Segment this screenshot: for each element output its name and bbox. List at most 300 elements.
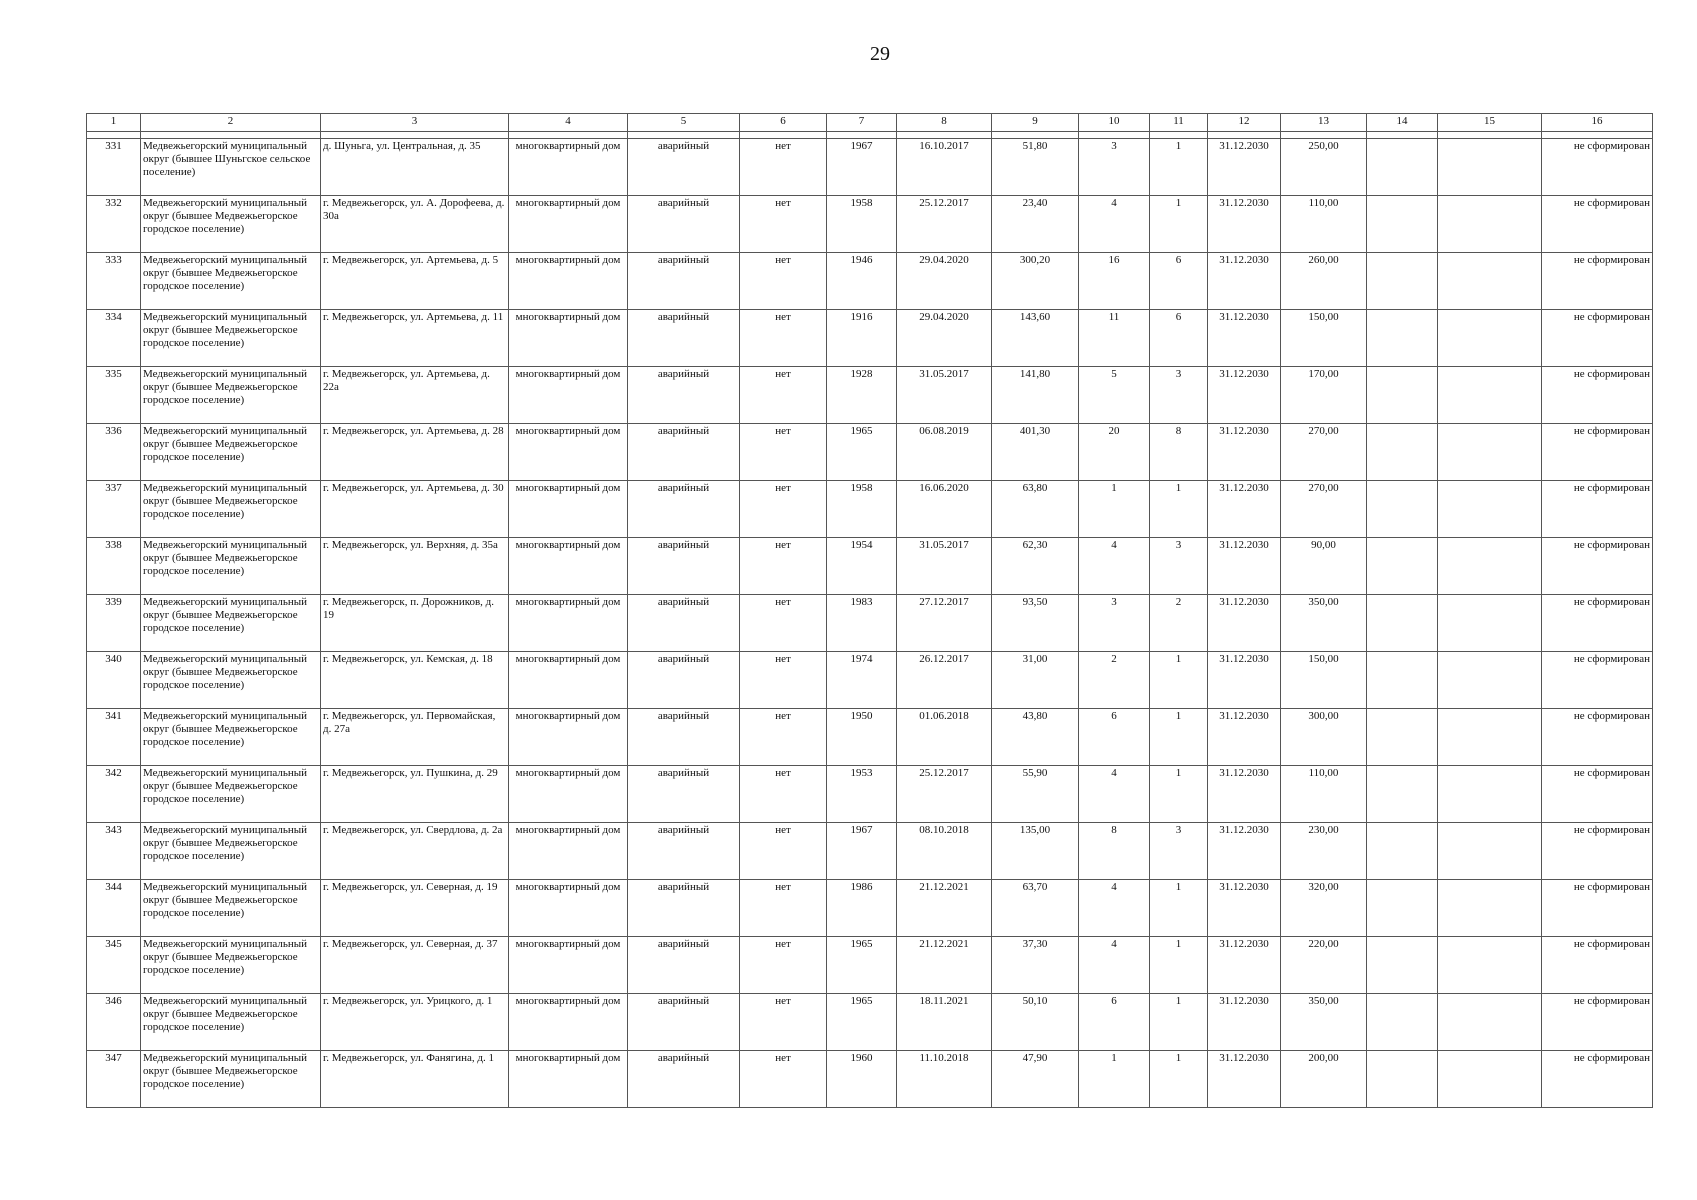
- status-cell: аварийный: [628, 196, 740, 253]
- table-body: [87, 132, 1653, 1108]
- column-10-cell: 8: [1079, 823, 1150, 880]
- column-16-cell: не сформирован: [1542, 823, 1653, 880]
- area-cell: 23,40: [992, 196, 1079, 253]
- column-14-cell: [1367, 937, 1438, 994]
- column-header-6: 6: [740, 114, 827, 132]
- status-cell: аварийный: [628, 766, 740, 823]
- row-number: 343: [87, 823, 141, 880]
- column-15-cell: [1438, 139, 1542, 196]
- date-cell: 08.10.2018: [897, 823, 992, 880]
- column-13-cell: 230,00: [1281, 823, 1367, 880]
- column-10-cell: 4: [1079, 538, 1150, 595]
- column-16-cell: не сформирован: [1542, 538, 1653, 595]
- column-16-cell: не сформирован: [1542, 880, 1653, 937]
- column-16-cell: не сформирован: [1542, 481, 1653, 538]
- address-cell: г. Медвежьегорск, ул. Артемьева, д. 22а: [321, 367, 509, 424]
- status-cell: аварийный: [628, 367, 740, 424]
- building-type-cell: многоквартирный дом: [509, 139, 628, 196]
- date-cell: 31.05.2017: [897, 367, 992, 424]
- column-13-cell: 260,00: [1281, 253, 1367, 310]
- column-13-cell: 200,00: [1281, 1051, 1367, 1108]
- column-11-cell: 3: [1150, 538, 1208, 595]
- row-number: 331: [87, 139, 141, 196]
- address-cell: г. Медвежьегорск, ул. Кемская, д. 18: [321, 652, 509, 709]
- building-type-cell: многоквартирный дом: [509, 994, 628, 1051]
- column-11-cell: 1: [1150, 994, 1208, 1051]
- deadline-cell: 31.12.2030: [1208, 595, 1281, 652]
- column-14-cell: [1367, 994, 1438, 1051]
- address-cell: г. Медвежьегорск, ул. Северная, д. 19: [321, 880, 509, 937]
- deadline-cell: 31.12.2030: [1208, 538, 1281, 595]
- column-header-2: 2: [141, 114, 321, 132]
- table-row: [87, 937, 1653, 994]
- municipality-cell: Медвежьегорский муниципальный округ (бывшее Медвежьегорское городское поселение): [141, 253, 321, 310]
- column-16-cell: не сформирован: [1542, 595, 1653, 652]
- column-header-8: 8: [897, 114, 992, 132]
- year-cell: 1916: [827, 310, 897, 367]
- municipality-cell: Медвежьегорский муниципальный округ (бывшее Медвежьегорское городское поселение): [141, 652, 321, 709]
- area-cell: 63,70: [992, 880, 1079, 937]
- area-cell: 135,00: [992, 823, 1079, 880]
- column-15-cell: [1438, 367, 1542, 424]
- column-14-cell: [1367, 709, 1438, 766]
- year-cell: 1974: [827, 652, 897, 709]
- column-14-cell: [1367, 424, 1438, 481]
- column-15-cell: [1438, 1051, 1542, 1108]
- column-13-cell: 110,00: [1281, 196, 1367, 253]
- column-6-cell: нет: [740, 424, 827, 481]
- column-11-cell: 1: [1150, 937, 1208, 994]
- column-15-cell: [1438, 880, 1542, 937]
- column-6-cell: нет: [740, 652, 827, 709]
- column-13-cell: 270,00: [1281, 481, 1367, 538]
- area-cell: 51,80: [992, 139, 1079, 196]
- building-type-cell: многоквартирный дом: [509, 196, 628, 253]
- year-cell: 1953: [827, 766, 897, 823]
- row-number: 336: [87, 424, 141, 481]
- column-15-cell: [1438, 310, 1542, 367]
- row-number: 344: [87, 880, 141, 937]
- column-13-cell: 150,00: [1281, 310, 1367, 367]
- building-type-cell: многоквартирный дом: [509, 595, 628, 652]
- column-16-cell: не сформирован: [1542, 139, 1653, 196]
- status-cell: аварийный: [628, 1051, 740, 1108]
- column-10-cell: 1: [1079, 1051, 1150, 1108]
- table-row: [87, 652, 1653, 709]
- row-number: 346: [87, 994, 141, 1051]
- row-number: 340: [87, 652, 141, 709]
- table-row: [87, 766, 1653, 823]
- page-number: 29: [870, 43, 890, 65]
- address-cell: г. Медвежьегорск, ул. Артемьева, д. 5: [321, 253, 509, 310]
- column-13-cell: 250,00: [1281, 139, 1367, 196]
- deadline-cell: 31.12.2030: [1208, 766, 1281, 823]
- column-11-cell: 1: [1150, 481, 1208, 538]
- status-cell: аварийный: [628, 709, 740, 766]
- building-type-cell: многоквартирный дом: [509, 652, 628, 709]
- column-10-cell: 11: [1079, 310, 1150, 367]
- column-14-cell: [1367, 367, 1438, 424]
- column-10-cell: 2: [1079, 652, 1150, 709]
- date-cell: 29.04.2020: [897, 310, 992, 367]
- column-14-cell: [1367, 481, 1438, 538]
- column-6-cell: нет: [740, 766, 827, 823]
- status-cell: аварийный: [628, 310, 740, 367]
- deadline-cell: 31.12.2030: [1208, 823, 1281, 880]
- column-15-cell: [1438, 481, 1542, 538]
- deadline-cell: 31.12.2030: [1208, 994, 1281, 1051]
- column-13-cell: 350,00: [1281, 595, 1367, 652]
- column-16-cell: не сформирован: [1542, 994, 1653, 1051]
- column-14-cell: [1367, 652, 1438, 709]
- deadline-cell: 31.12.2030: [1208, 937, 1281, 994]
- column-16-cell: не сформирован: [1542, 937, 1653, 994]
- row-number: 337: [87, 481, 141, 538]
- column-15-cell: [1438, 595, 1542, 652]
- column-header-9: 9: [992, 114, 1079, 132]
- year-cell: 1965: [827, 424, 897, 481]
- municipality-cell: Медвежьегорский муниципальный округ (бывшее Медвежьегорское городское поселение): [141, 310, 321, 367]
- column-10-cell: 4: [1079, 766, 1150, 823]
- row-number: 342: [87, 766, 141, 823]
- status-cell: аварийный: [628, 994, 740, 1051]
- row-number: 347: [87, 1051, 141, 1108]
- column-13-cell: 300,00: [1281, 709, 1367, 766]
- column-16-cell: не сформирован: [1542, 766, 1653, 823]
- area-cell: 143,60: [992, 310, 1079, 367]
- deadline-cell: 31.12.2030: [1208, 880, 1281, 937]
- address-cell: г. Медвежьегорск, ул. Пушкина, д. 29: [321, 766, 509, 823]
- column-6-cell: нет: [740, 481, 827, 538]
- column-6-cell: нет: [740, 253, 827, 310]
- status-cell: аварийный: [628, 652, 740, 709]
- table-row: [87, 709, 1653, 766]
- table-row: [87, 196, 1653, 253]
- date-cell: 26.12.2017: [897, 652, 992, 709]
- year-cell: 1986: [827, 880, 897, 937]
- table-row: [87, 139, 1653, 196]
- row-number: 339: [87, 595, 141, 652]
- building-type-cell: многоквартирный дом: [509, 937, 628, 994]
- column-13-cell: 170,00: [1281, 367, 1367, 424]
- column-15-cell: [1438, 994, 1542, 1051]
- building-type-cell: многоквартирный дом: [509, 1051, 628, 1108]
- municipality-cell: Медвежьегорский муниципальный округ (бывшее Шуньгское сельское поселение): [141, 139, 321, 196]
- column-11-cell: 1: [1150, 766, 1208, 823]
- table-row: [87, 1051, 1653, 1108]
- table-row: [87, 253, 1653, 310]
- date-cell: 01.06.2018: [897, 709, 992, 766]
- municipality-cell: Медвежьегорский муниципальный округ (бывшее Медвежьегорское городское поселение): [141, 937, 321, 994]
- deadline-cell: 31.12.2030: [1208, 253, 1281, 310]
- area-cell: 50,10: [992, 994, 1079, 1051]
- area-cell: 63,80: [992, 481, 1079, 538]
- column-11-cell: 1: [1150, 196, 1208, 253]
- year-cell: 1928: [827, 367, 897, 424]
- column-11-cell: 1: [1150, 880, 1208, 937]
- column-10-cell: 6: [1079, 994, 1150, 1051]
- column-10-cell: 4: [1079, 937, 1150, 994]
- column-10-cell: 3: [1079, 139, 1150, 196]
- column-16-cell: не сформирован: [1542, 652, 1653, 709]
- date-cell: 27.12.2017: [897, 595, 992, 652]
- date-cell: 25.12.2017: [897, 766, 992, 823]
- municipality-cell: Медвежьегорский муниципальный округ (бывшее Медвежьегорское городское поселение): [141, 766, 321, 823]
- area-cell: 55,90: [992, 766, 1079, 823]
- municipality-cell: Медвежьегорский муниципальный округ (бывшее Медвежьегорское городское поселение): [141, 481, 321, 538]
- row-number: 335: [87, 367, 141, 424]
- row-number: 332: [87, 196, 141, 253]
- address-cell: г. Медвежьегорск, ул. Артемьева, д. 30: [321, 481, 509, 538]
- deadline-cell: 31.12.2030: [1208, 709, 1281, 766]
- date-cell: 06.08.2019: [897, 424, 992, 481]
- date-cell: 31.05.2017: [897, 538, 992, 595]
- column-15-cell: [1438, 823, 1542, 880]
- year-cell: 1954: [827, 538, 897, 595]
- column-16-cell: не сформирован: [1542, 709, 1653, 766]
- row-number: 341: [87, 709, 141, 766]
- municipality-cell: Медвежьегорский муниципальный округ (бывшее Медвежьегорское городское поселение): [141, 196, 321, 253]
- column-6-cell: нет: [740, 139, 827, 196]
- building-type-cell: многоквартирный дом: [509, 766, 628, 823]
- column-10-cell: 20: [1079, 424, 1150, 481]
- year-cell: 1946: [827, 253, 897, 310]
- column-6-cell: нет: [740, 196, 827, 253]
- column-15-cell: [1438, 652, 1542, 709]
- column-6-cell: нет: [740, 367, 827, 424]
- deadline-cell: 31.12.2030: [1208, 139, 1281, 196]
- column-10-cell: 3: [1079, 595, 1150, 652]
- column-header-13: 13: [1281, 114, 1367, 132]
- address-cell: г. Медвежьегорск, п. Дорожников, д. 19: [321, 595, 509, 652]
- column-header-1: 1: [87, 114, 141, 132]
- column-11-cell: 1: [1150, 1051, 1208, 1108]
- column-header-15: 15: [1438, 114, 1542, 132]
- column-14-cell: [1367, 139, 1438, 196]
- year-cell: 1958: [827, 481, 897, 538]
- municipality-cell: Медвежьегорский муниципальный округ (бывшее Медвежьегорское городское поселение): [141, 424, 321, 481]
- column-6-cell: нет: [740, 1051, 827, 1108]
- header-spacer-row: [87, 132, 1653, 139]
- table-row: [87, 994, 1653, 1051]
- column-10-cell: 5: [1079, 367, 1150, 424]
- building-type-cell: многоквартирный дом: [509, 481, 628, 538]
- column-10-cell: 6: [1079, 709, 1150, 766]
- column-13-cell: 270,00: [1281, 424, 1367, 481]
- column-10-cell: 1: [1079, 481, 1150, 538]
- year-cell: 1960: [827, 1051, 897, 1108]
- column-11-cell: 1: [1150, 652, 1208, 709]
- deadline-cell: 31.12.2030: [1208, 1051, 1281, 1108]
- year-cell: 1958: [827, 196, 897, 253]
- column-6-cell: нет: [740, 823, 827, 880]
- column-13-cell: 350,00: [1281, 994, 1367, 1051]
- date-cell: 29.04.2020: [897, 253, 992, 310]
- column-15-cell: [1438, 766, 1542, 823]
- table-row: [87, 367, 1653, 424]
- area-cell: 43,80: [992, 709, 1079, 766]
- status-cell: аварийный: [628, 880, 740, 937]
- column-11-cell: 6: [1150, 253, 1208, 310]
- address-cell: г. Медвежьегорск, ул. А. Дорофеева, д. 30а: [321, 196, 509, 253]
- table-row: [87, 595, 1653, 652]
- area-cell: 300,20: [992, 253, 1079, 310]
- year-cell: 1967: [827, 823, 897, 880]
- area-cell: 37,30: [992, 937, 1079, 994]
- status-cell: аварийный: [628, 481, 740, 538]
- column-header-14: 14: [1367, 114, 1438, 132]
- column-15-cell: [1438, 196, 1542, 253]
- municipality-cell: Медвежьегорский муниципальный округ (бывшее Медвежьегорское городское поселение): [141, 1051, 321, 1108]
- address-cell: г. Медвежьегорск, ул. Свердлова, д. 2а: [321, 823, 509, 880]
- column-11-cell: 1: [1150, 139, 1208, 196]
- date-cell: 18.11.2021: [897, 994, 992, 1051]
- column-10-cell: 4: [1079, 880, 1150, 937]
- column-14-cell: [1367, 1051, 1438, 1108]
- column-14-cell: [1367, 538, 1438, 595]
- building-type-cell: многоквартирный дом: [509, 253, 628, 310]
- column-13-cell: 110,00: [1281, 766, 1367, 823]
- column-header-4: 4: [509, 114, 628, 132]
- row-number: 345: [87, 937, 141, 994]
- address-cell: г. Медвежьегорск, ул. Верхняя, д. 35а: [321, 538, 509, 595]
- status-cell: аварийный: [628, 538, 740, 595]
- area-cell: 31,00: [992, 652, 1079, 709]
- status-cell: аварийный: [628, 823, 740, 880]
- column-11-cell: 2: [1150, 595, 1208, 652]
- year-cell: 1965: [827, 994, 897, 1051]
- table-row: [87, 538, 1653, 595]
- address-cell: г. Медвежьегорск, ул. Северная, д. 37: [321, 937, 509, 994]
- column-10-cell: 16: [1079, 253, 1150, 310]
- address-cell: г. Медвежьегорск, ул. Урицкого, д. 1: [321, 994, 509, 1051]
- column-15-cell: [1438, 253, 1542, 310]
- status-cell: аварийный: [628, 139, 740, 196]
- year-cell: 1950: [827, 709, 897, 766]
- area-cell: 47,90: [992, 1051, 1079, 1108]
- date-cell: 21.12.2021: [897, 880, 992, 937]
- status-cell: аварийный: [628, 424, 740, 481]
- table-row: [87, 823, 1653, 880]
- deadline-cell: 31.12.2030: [1208, 196, 1281, 253]
- column-6-cell: нет: [740, 538, 827, 595]
- table-row: [87, 424, 1653, 481]
- column-13-cell: 220,00: [1281, 937, 1367, 994]
- row-number: 333: [87, 253, 141, 310]
- column-14-cell: [1367, 823, 1438, 880]
- column-6-cell: нет: [740, 994, 827, 1051]
- column-11-cell: 8: [1150, 424, 1208, 481]
- municipality-cell: Медвежьегорский муниципальный округ (бывшее Медвежьегорское городское поселение): [141, 994, 321, 1051]
- table-row: [87, 880, 1653, 937]
- address-cell: г. Медвежьегорск, ул. Артемьева, д. 28: [321, 424, 509, 481]
- column-6-cell: нет: [740, 310, 827, 367]
- status-cell: аварийный: [628, 937, 740, 994]
- deadline-cell: 31.12.2030: [1208, 367, 1281, 424]
- building-type-cell: многоквартирный дом: [509, 538, 628, 595]
- table-row: [87, 310, 1653, 367]
- status-cell: аварийный: [628, 253, 740, 310]
- municipality-cell: Медвежьегорский муниципальный округ (бывшее Медвежьегорское городское поселение): [141, 880, 321, 937]
- column-11-cell: 3: [1150, 823, 1208, 880]
- column-10-cell: 4: [1079, 196, 1150, 253]
- municipality-cell: Медвежьегорский муниципальный округ (бывшее Медвежьегорское городское поселение): [141, 823, 321, 880]
- column-11-cell: 3: [1150, 367, 1208, 424]
- column-16-cell: не сформирован: [1542, 196, 1653, 253]
- date-cell: 11.10.2018: [897, 1051, 992, 1108]
- building-type-cell: многоквартирный дом: [509, 709, 628, 766]
- column-16-cell: не сформирован: [1542, 367, 1653, 424]
- column-header-5: 5: [628, 114, 740, 132]
- column-6-cell: нет: [740, 880, 827, 937]
- column-14-cell: [1367, 880, 1438, 937]
- date-cell: 25.12.2017: [897, 196, 992, 253]
- year-cell: 1967: [827, 139, 897, 196]
- column-11-cell: 1: [1150, 709, 1208, 766]
- column-header-12: 12: [1208, 114, 1281, 132]
- date-cell: 16.06.2020: [897, 481, 992, 538]
- column-number-row: [87, 114, 1653, 132]
- column-15-cell: [1438, 424, 1542, 481]
- column-6-cell: нет: [740, 937, 827, 994]
- address-cell: г. Медвежьегорск, ул. Фанягина, д. 1: [321, 1051, 509, 1108]
- column-header-3: 3: [321, 114, 509, 132]
- table-header: [87, 114, 1653, 132]
- area-cell: 141,80: [992, 367, 1079, 424]
- column-16-cell: не сформирован: [1542, 310, 1653, 367]
- building-type-cell: многоквартирный дом: [509, 424, 628, 481]
- date-cell: 16.10.2017: [897, 139, 992, 196]
- column-15-cell: [1438, 937, 1542, 994]
- address-cell: д. Шуньга, ул. Центральная, д. 35: [321, 139, 509, 196]
- column-13-cell: 320,00: [1281, 880, 1367, 937]
- column-15-cell: [1438, 709, 1542, 766]
- column-header-7: 7: [827, 114, 897, 132]
- area-cell: 401,30: [992, 424, 1079, 481]
- municipality-cell: Медвежьегорский муниципальный округ (бывшее Медвежьегорское городское поселение): [141, 709, 321, 766]
- table-row: [87, 481, 1653, 538]
- building-type-cell: многоквартирный дом: [509, 367, 628, 424]
- date-cell: 21.12.2021: [897, 937, 992, 994]
- year-cell: 1983: [827, 595, 897, 652]
- address-cell: г. Медвежьегорск, ул. Артемьева, д. 11: [321, 310, 509, 367]
- column-16-cell: не сформирован: [1542, 424, 1653, 481]
- municipality-cell: Медвежьегорский муниципальный округ (бывшее Медвежьегорское городское поселение): [141, 367, 321, 424]
- deadline-cell: 31.12.2030: [1208, 481, 1281, 538]
- column-header-16: 16: [1542, 114, 1653, 132]
- column-header-11: 11: [1150, 114, 1208, 132]
- building-type-cell: многоквартирный дом: [509, 310, 628, 367]
- column-11-cell: 6: [1150, 310, 1208, 367]
- area-cell: 62,30: [992, 538, 1079, 595]
- address-cell: г. Медвежьегорск, ул. Первомайская, д. 27а: [321, 709, 509, 766]
- building-type-cell: многоквартирный дом: [509, 823, 628, 880]
- deadline-cell: 31.12.2030: [1208, 652, 1281, 709]
- column-14-cell: [1367, 595, 1438, 652]
- column-13-cell: 90,00: [1281, 538, 1367, 595]
- column-6-cell: нет: [740, 709, 827, 766]
- row-number: 338: [87, 538, 141, 595]
- column-15-cell: [1438, 538, 1542, 595]
- deadline-cell: 31.12.2030: [1208, 424, 1281, 481]
- row-number: 334: [87, 310, 141, 367]
- column-13-cell: 150,00: [1281, 652, 1367, 709]
- column-14-cell: [1367, 196, 1438, 253]
- column-14-cell: [1367, 253, 1438, 310]
- column-14-cell: [1367, 310, 1438, 367]
- status-cell: аварийный: [628, 595, 740, 652]
- emergency-housing-table: [86, 113, 1653, 1108]
